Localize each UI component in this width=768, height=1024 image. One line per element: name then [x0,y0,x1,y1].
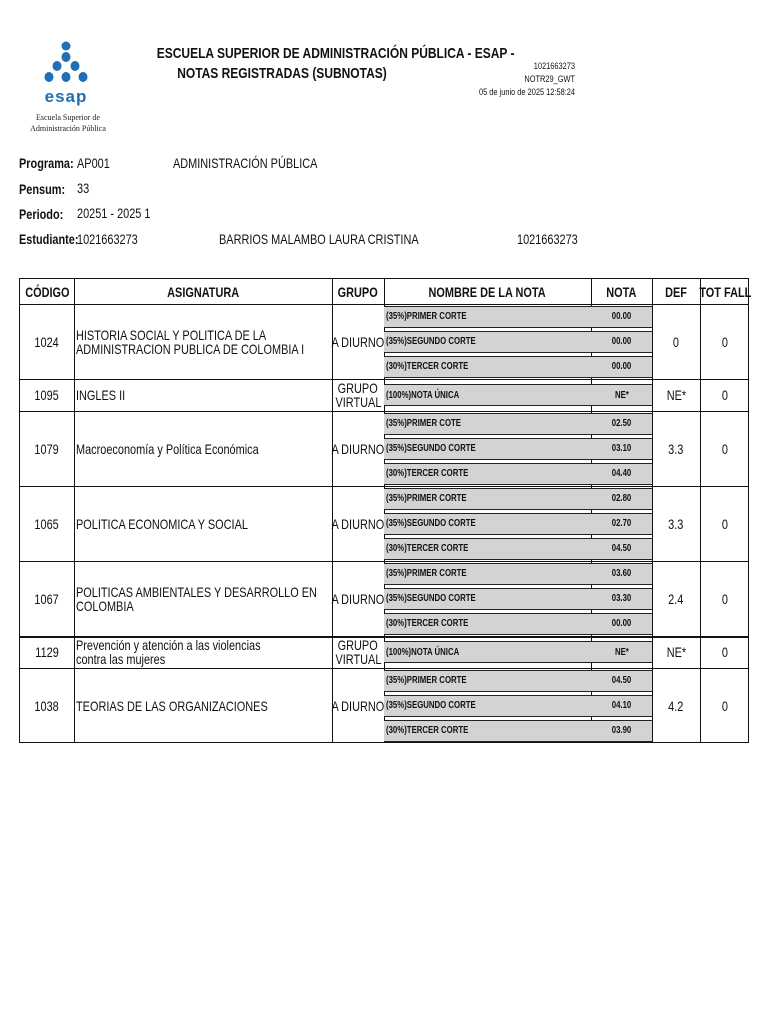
cell-asignatura: POLITICAS AMBIENTALES Y DESARROLLO EN COLOMBIA [76,583,317,614]
note-name: (30%)TERCER CORTE [386,725,469,736]
note-name: (35%)PRIMER CORTE [386,311,467,322]
cell-tot-fall: 0 [721,440,729,457]
header-asignatura: ASIGNATURA [166,283,239,300]
cell-grupo: GRUPO VIRTUAL [335,637,381,667]
cell-tot-fall: 0 [721,590,729,607]
note-name: (100%)NOTA ÚNICA [386,646,460,658]
note-value: 02.50 [611,418,632,429]
note-row [384,695,652,717]
cell-codigo: 1024 [34,333,60,350]
header-tot-fall: TOT FALL [699,283,751,300]
cell-grupo: A DIURNO [331,697,385,714]
periodo-value: 20251 - 2025 1 [77,205,151,221]
cell-grupo: A DIURNO [331,440,385,457]
note-row [384,331,652,353]
note-name: (100%)NOTA ÚNICA [386,389,460,401]
note-row [384,613,652,635]
note-name: (35%)PRIMER CORTE [386,568,467,579]
note-row [384,641,652,663]
estudiante-id: 1021663273 [77,231,138,247]
cell-grupo: GRUPO VIRTUAL [335,380,381,410]
note-name: (30%)TERCER CORTE [386,361,469,372]
cell-codigo: 1129 [35,644,59,660]
note-value: 03.60 [611,568,632,579]
header-grupo: GRUPO [337,283,379,300]
note-row [384,413,652,435]
periodo-label: Periodo: [19,206,64,222]
note-row [384,384,652,406]
note-value: 03.10 [611,443,632,454]
note-row [384,438,652,460]
note-value: 00.00 [611,311,632,322]
note-name: (30%)TERCER CORTE [386,618,469,629]
note-name: (30%)TERCER CORTE [386,468,469,479]
cell-asignatura: Macroeconomía y Política Económica [76,440,259,457]
cell-grupo: A DIURNO [331,590,385,607]
note-value: 04.10 [611,700,632,711]
cell-def: 0 [672,333,680,350]
grades-table [19,278,749,743]
logo-wordmark: esap [44,87,88,106]
meta-user-id: 1021663273 [533,61,575,72]
document-title: ESCUELA SUPERIOR DE ADMINISTRACIÓN PÚBLICA - ESAP - NOTAS REGISTRADAS (SUBNOTAS) [156,45,515,82]
note-name: (35%)PRIMER CORTE [386,493,467,504]
note-row [384,563,652,585]
note-row [384,538,652,560]
note-value: 03.30 [611,593,632,604]
note-row [384,513,652,535]
note-value: 02.70 [611,518,632,529]
pensum-value: 33 [77,180,90,196]
cell-def: NE* [666,644,686,660]
cell-codigo: 1038 [34,697,60,714]
document-meta [430,60,575,99]
cell-codigo: 1079 [34,440,60,457]
cell-asignatura: TEORIAS DE LAS ORGANIZACIONES [76,697,268,714]
estudiante-id-secondary: 1021663273 [517,231,578,247]
note-row [384,588,652,610]
cell-def: 2.4 [668,590,684,607]
note-row [384,356,652,378]
cell-grupo: A DIURNO [331,333,385,350]
cell-asignatura: Prevención y atención a las violencias contra las mujeres [76,637,261,667]
note-row [384,670,652,692]
pensum-label: Pensum: [19,181,66,197]
header-def: DEF [665,283,687,300]
programa-code: AP001 [77,155,110,171]
header-codigo: CÓDIGO [24,283,70,300]
cell-codigo: 1065 [34,515,60,532]
note-value: 00.00 [611,336,632,347]
cell-tot-fall: 0 [721,387,729,403]
cell-tot-fall: 0 [721,515,729,532]
cell-def: NE* [666,387,686,403]
cell-asignatura: POLITICA ECONOMICA Y SOCIAL [76,515,248,532]
note-name: (35%)SEGUNDO CORTE [386,518,476,529]
note-value: NE* [614,389,629,401]
cell-codigo: 1095 [34,387,60,403]
cell-def: 4.2 [668,697,684,714]
programa-label: Programa: [19,155,74,171]
note-name: (35%)PRIMER COTE [386,418,461,429]
cell-grupo: A DIURNO [331,515,385,532]
programa-name: ADMINISTRACIÓN PÚBLICA [173,155,318,171]
note-row [384,463,652,485]
cell-def: 3.3 [668,515,684,532]
note-value: 03.90 [611,725,632,736]
note-name: (35%)SEGUNDO CORTE [386,336,476,347]
note-name: (35%)SEGUNDO CORTE [386,443,476,454]
note-name: (35%)SEGUNDO CORTE [386,700,476,711]
cell-asignatura: INGLES II [76,387,126,403]
header-nombre-nota: NOMBRE DE LA NOTA [428,283,547,300]
note-value: 04.50 [611,543,632,554]
note-name: (30%)TERCER CORTE [386,543,469,554]
note-row [384,306,652,328]
note-row [384,720,652,742]
cell-tot-fall: 0 [721,697,729,714]
cell-asignatura: HISTORIA SOCIAL Y POLITICA DE LA ADMINISTRACION PUBLICA DE COLOMBIA I [76,326,305,357]
note-name: (35%)PRIMER CORTE [386,675,467,686]
note-value: 00.00 [611,361,632,372]
estudiante-name: BARRIOS MALAMBO LAURA CRISTINA [219,231,419,247]
note-value: NE* [614,646,629,658]
meta-report-code: NOTR29_GWT [524,74,575,85]
note-value: 04.40 [611,468,632,479]
cell-def: 3.3 [668,440,684,457]
cell-codigo: 1067 [34,590,60,607]
header-nota: NOTA [606,283,637,300]
cell-tot-fall: 0 [721,644,729,660]
note-value: 00.00 [611,618,632,629]
logo-caption: Escuela Superior de Administración Pública [30,113,106,133]
note-value: 04.50 [611,675,632,686]
note-name: (35%)SEGUNDO CORTE [386,593,476,604]
estudiante-label: Estudiante: [19,231,79,247]
note-value: 02.80 [611,493,632,504]
note-row [384,488,652,510]
meta-timestamp: 05 de junio de 2025 12:58:24 [478,87,575,98]
cell-tot-fall: 0 [721,333,729,350]
